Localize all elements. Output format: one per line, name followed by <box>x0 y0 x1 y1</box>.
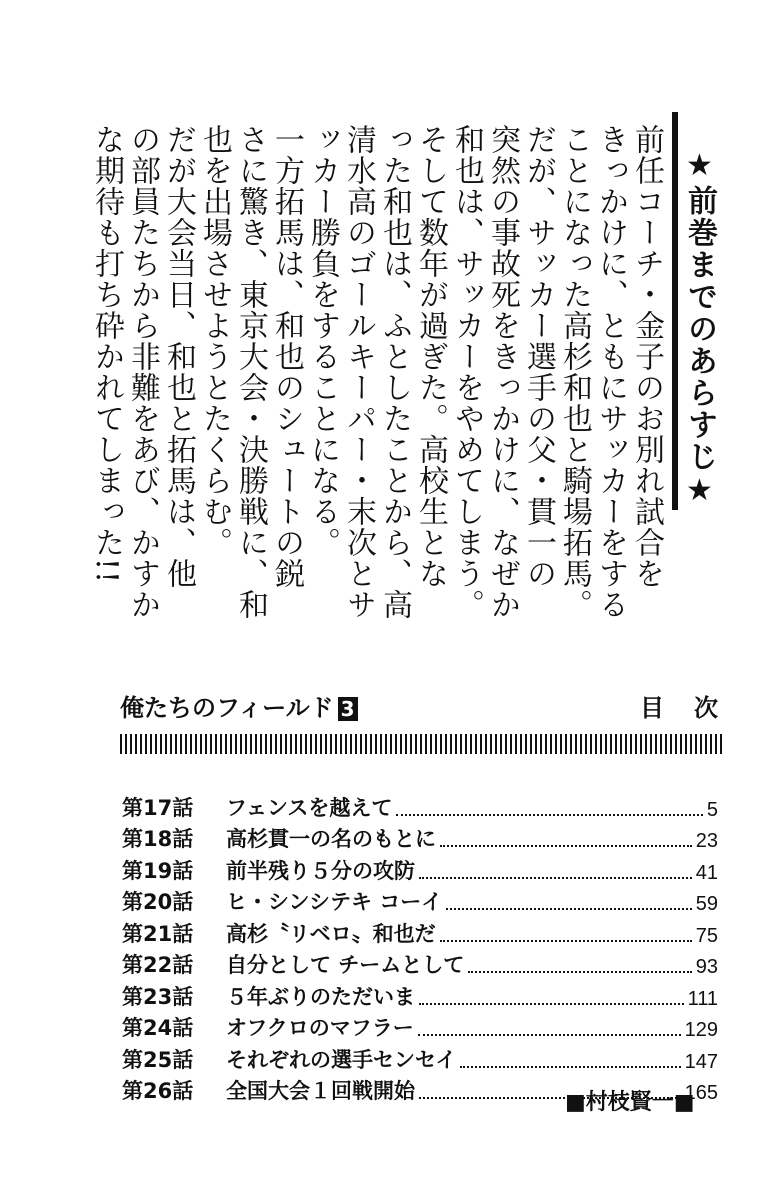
decorative-bar <box>120 734 722 754</box>
chapter-number: 第26話 <box>122 1079 194 1103</box>
table-of-contents <box>122 790 718 1105</box>
chapter-number: 第23話 <box>122 984 194 1009</box>
synopsis-heading: ★前巻までのあらすじ★ <box>682 148 717 510</box>
chapter-title: 自分として チームとして <box>226 953 465 977</box>
chapter-number: 第19話 <box>122 858 194 883</box>
toc-entry <box>122 1042 718 1074</box>
chapter-number: 第22話 <box>122 953 194 977</box>
page-number: 41 <box>695 861 718 884</box>
leader-dots <box>440 845 692 847</box>
leader-dots <box>460 1066 680 1068</box>
chapter-number: 第24話 <box>122 1016 194 1040</box>
leader-dots <box>419 877 692 879</box>
toc-entry <box>122 948 718 980</box>
page-number: 5 <box>706 798 718 821</box>
chapter-title: 前半残り５分の攻防 <box>226 858 415 883</box>
volume-number: 3 <box>338 697 358 721</box>
page-number: 59 <box>695 893 718 915</box>
toc-entry <box>122 1011 718 1043</box>
chapter-number: 第21話 <box>122 921 194 946</box>
chapter-title: 高杉〝リベロ〟和也だ <box>226 921 436 946</box>
toc-entry <box>122 885 718 917</box>
series-title: 俺たちのフィールド <box>120 694 334 722</box>
chapter-number: 第18話 <box>122 827 194 851</box>
synopsis-text: 前任コーチ・金子のお別れ試合を きっかけに、ともにサッカーをする ことになった高杉和也と騎場拓馬。 だが、サッカー選手の父・貫一の 突然の事故死をきっかけに、なぜか 和也は、サッカーをやめてしまう。 そして数年が過ぎた。高校生とな った和也は、ふとしたことから、高 清水高のゴールキーパー・末次とサ ッカー勝負をすることになる。 一方拓馬は、和也のシュートの鋭 さに驚き、東京大会・決勝戦に、和 也を出場させようとたくらむ。 だが大会当日、和也と拓馬は、他 の部員たちから非難をあび、かすか な期待も打ち砕かれてしまった!! <box>89 124 664 620</box>
chapter-number: 第25話 <box>122 1047 194 1072</box>
leader-dots <box>396 814 703 816</box>
toc-entry <box>122 853 718 885</box>
toc-entry <box>122 916 718 948</box>
page-number: 129 <box>684 1019 718 1041</box>
chapter-title: ５年ぶりのただいま <box>226 984 415 1009</box>
chapter-title: 高杉貫一の名のもとに <box>226 827 436 851</box>
chapter-title: それぞれの選手センセイ <box>226 1047 457 1072</box>
page-number: 111 <box>687 987 718 1010</box>
chapter-number: 第17話 <box>122 795 194 820</box>
chapter-number: 第20話 <box>122 890 194 914</box>
leader-dots <box>446 908 691 910</box>
page-number: 75 <box>695 924 718 947</box>
toc-title <box>120 688 358 723</box>
toc-entry <box>122 822 718 854</box>
leader-dots <box>419 1003 684 1005</box>
leader-dots <box>440 940 692 942</box>
page-number: 165 <box>684 1082 718 1104</box>
chapter-title: オフクロのマフラー <box>226 1016 414 1040</box>
page-number: 147 <box>684 1050 718 1073</box>
page-number: 23 <box>695 830 718 852</box>
toc-heading: 目次 <box>640 694 748 722</box>
chapter-title: フェンスを越えて <box>226 795 393 820</box>
heading-rule <box>672 112 678 510</box>
leader-dots <box>418 1034 681 1036</box>
leader-dots <box>468 971 691 973</box>
chapter-title: 全国大会１回戦開始 <box>226 1079 415 1103</box>
page-number: 93 <box>695 956 718 978</box>
toc-entry <box>122 979 718 1011</box>
chapter-title: ヒ・シンシテキ コーイ <box>226 890 443 914</box>
author-name: ■村枝賢一■ <box>565 1090 695 1115</box>
toc-entry <box>122 790 718 822</box>
